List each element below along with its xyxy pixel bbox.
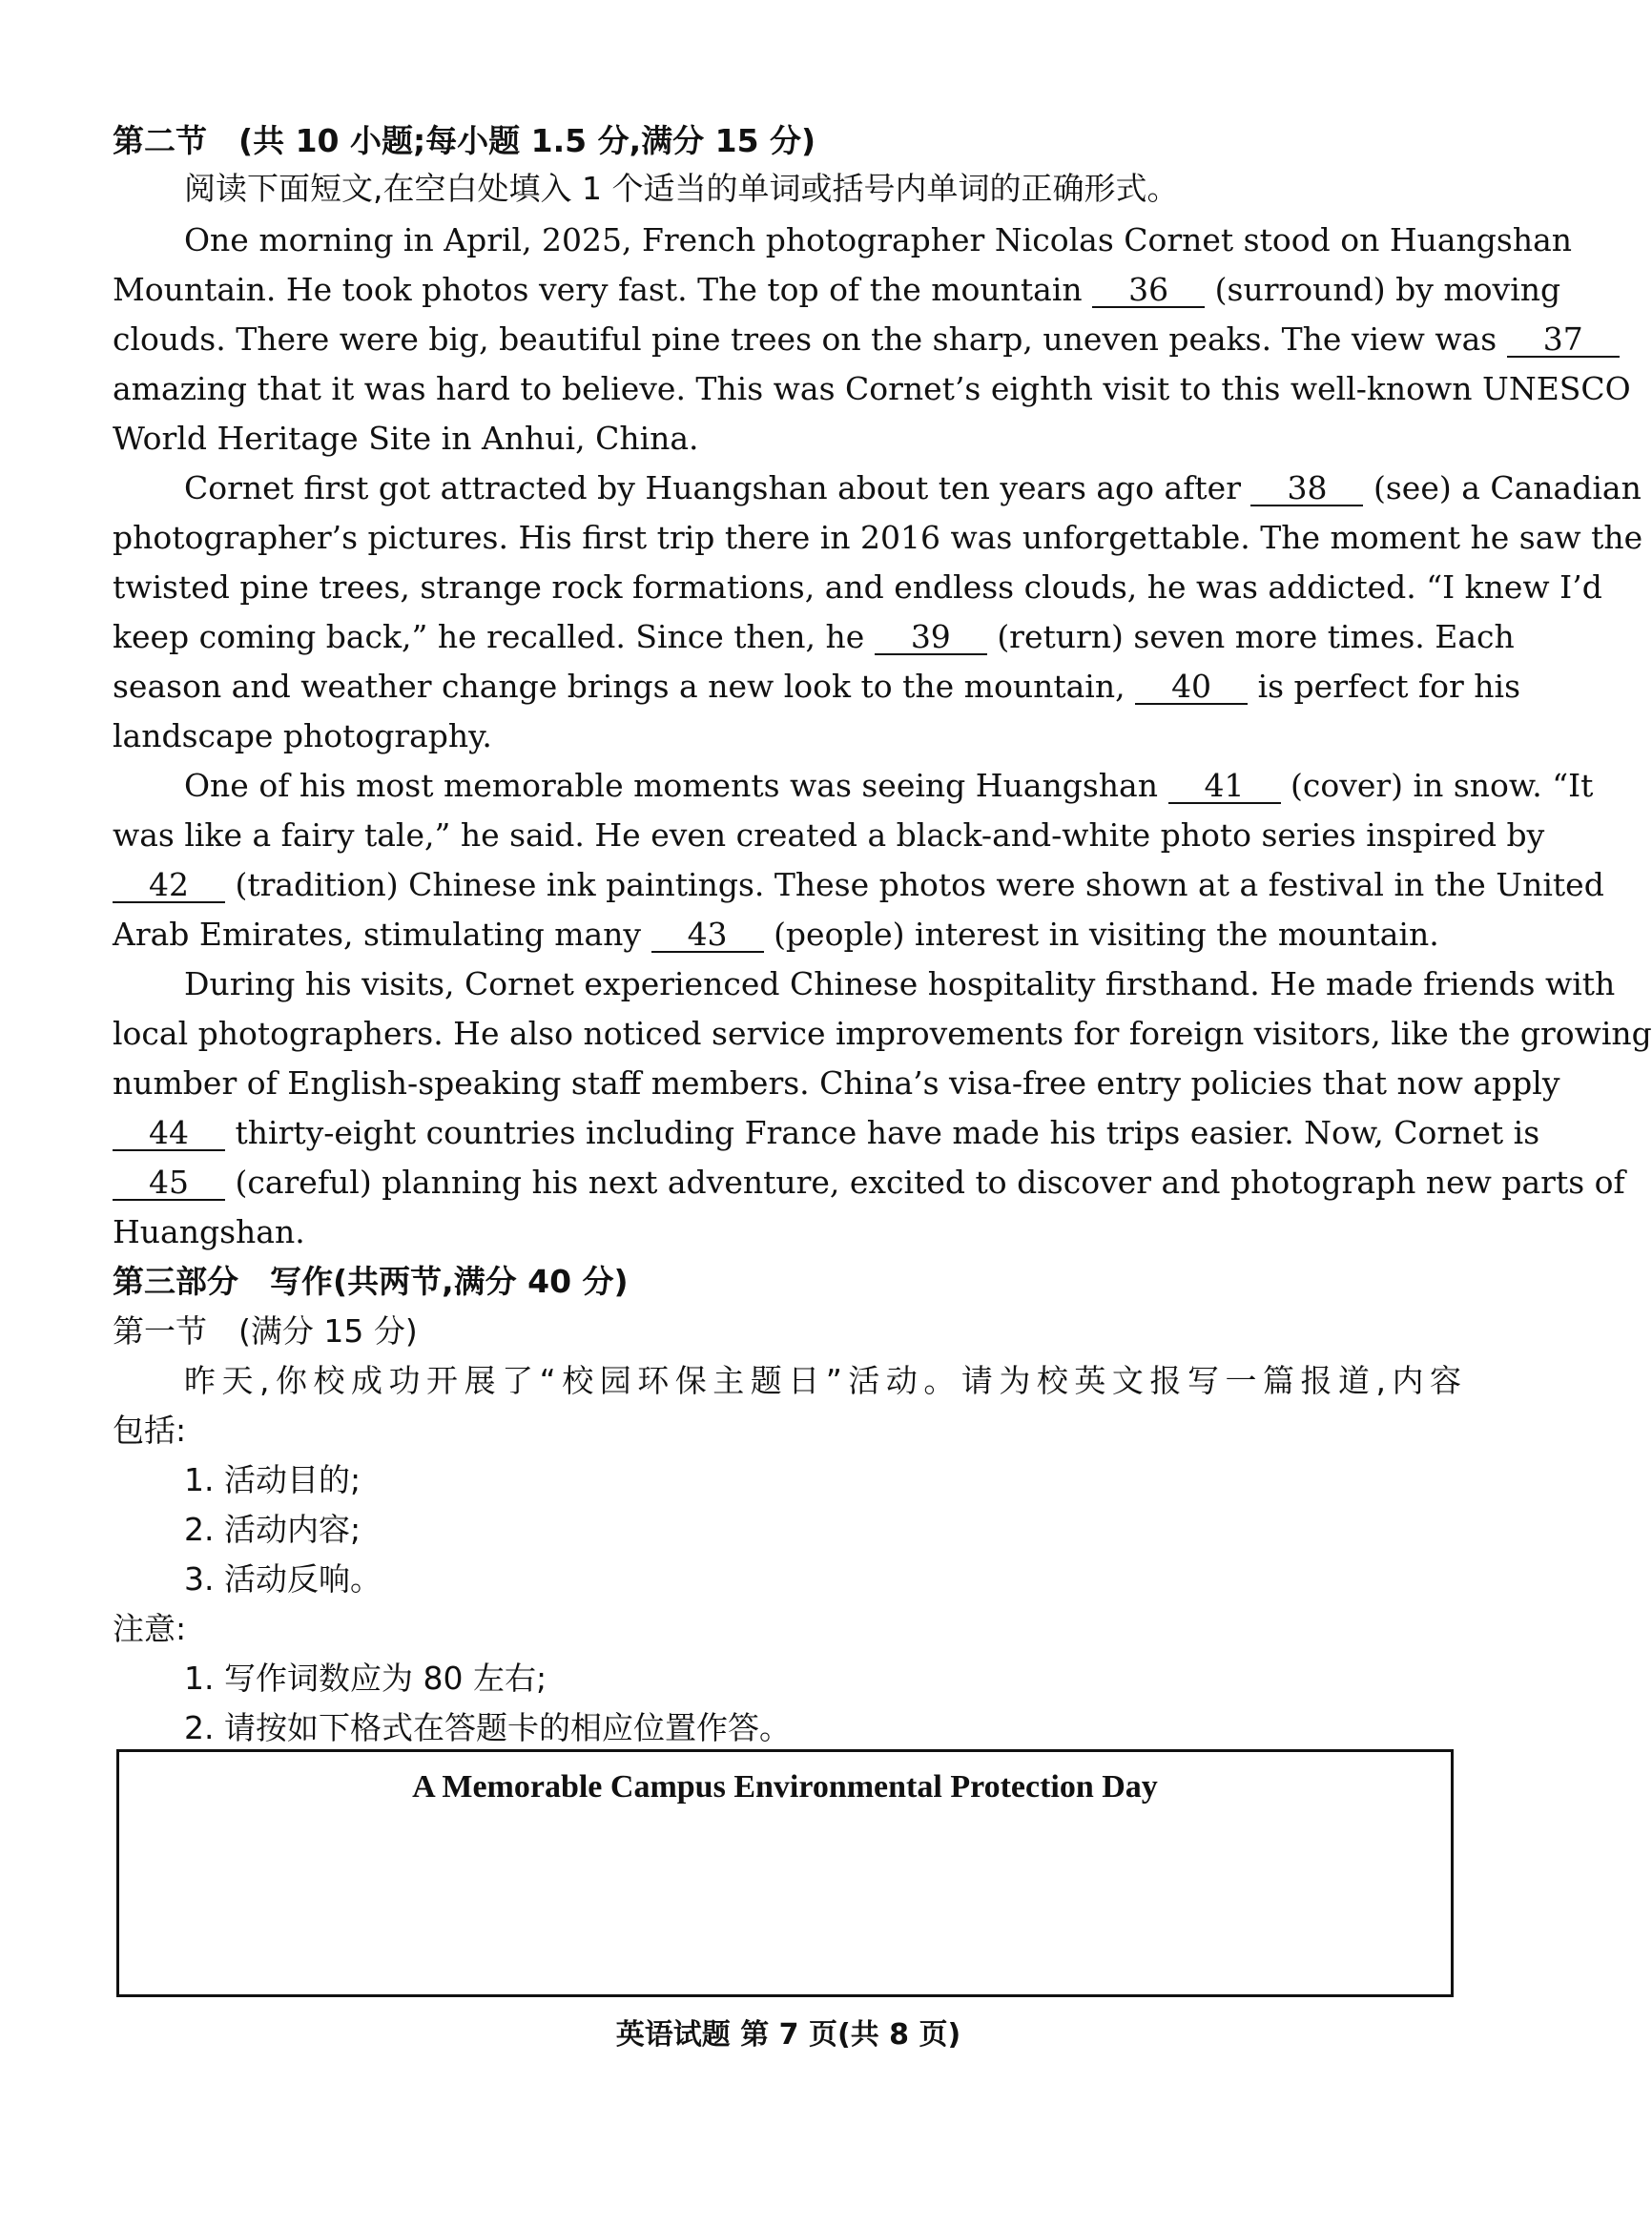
passage-line: Arab Emirates, stimulating many 43 (people) interest in visiting the mountain. <box>113 916 1439 953</box>
passage-line: season and weather change brings a new look to the mountain, 40 is perfect for his <box>113 668 1521 705</box>
passage-line: amazing that it was hard to believe. This was Cornet’s eighth visit to this well-known UNESCO <box>113 370 1631 407</box>
task-item: 2. 活动内容; <box>184 1511 361 1548</box>
blank-42: 42 <box>113 869 225 903</box>
passage-line: Cornet first got attracted by Huangshan about ten years ago after 38 (see) a Canadian <box>184 469 1642 506</box>
passage-line: One of his most memorable moments was seeing Huangshan 41 (cover) in snow. “It <box>184 767 1594 804</box>
writing-task: 昨天,你校成功开展了“校园环保主题日”活动。请为校英文报写一篇报道,内容 <box>184 1362 1461 1399</box>
passage-line: landscape photography. <box>113 717 492 754</box>
blank-40: 40 <box>1135 670 1248 705</box>
answer-box-title: A Memorable Campus Environmental Protection Day <box>412 1769 1158 1805</box>
passage-line: local photographers. He also noticed service improvements for foreign visitors, like the growing <box>113 1015 1652 1052</box>
passage-line: twisted pine trees, strange rock formations, and endless clouds, he was addicted. “I knew I’d <box>113 568 1602 606</box>
note-item: 1. 写作词数应为 80 左右; <box>184 1660 547 1697</box>
section2-instruction: 阅读下面短文,在空白处填入 1 个适当的单词或括号内单词的正确形式。 <box>184 170 1179 207</box>
passage-line: World Heritage Site in Anhui, China. <box>113 420 699 457</box>
passage-line: number of English-speaking staff members. China’s visa-free entry policies that now apply <box>113 1064 1560 1102</box>
passage-line: Huangshan. <box>113 1213 305 1250</box>
blank-38: 38 <box>1250 472 1363 506</box>
page-footer: 英语试题 第 7 页(共 8 页) <box>615 2018 961 2052</box>
passage-line: 42 (tradition) Chinese ink paintings. These photos were shown at a festival in the United <box>113 866 1461 904</box>
blank-36: 36 <box>1092 274 1205 308</box>
passage-line: One morning in April, 2025, French photographer Nicolas Cornet stood on Huangshan <box>184 221 1573 258</box>
passage-line: photographer’s pictures. His first trip there in 2016 was unforgettable. The moment he saw the <box>113 519 1643 556</box>
blank-44: 44 <box>113 1117 225 1151</box>
note-item: 2. 请按如下格式在答题卡的相应位置作答。 <box>184 1709 791 1746</box>
blank-37: 37 <box>1507 323 1620 358</box>
passage-line: 44 thirty-eight countries including France have made his trips easier. Now, Cornet is <box>113 1114 1461 1152</box>
section1-heading: 第一节 (满分 15 分) <box>113 1312 418 1350</box>
section2-heading: 第二节 (共 10 小题;每小题 1.5 分,满分 15 分) <box>113 122 816 159</box>
blank-41: 41 <box>1168 770 1281 804</box>
passage-line: During his visits, Cornet experienced Chinese hospitality firsthand. He made friends with <box>184 965 1616 1002</box>
notes-label: 注意: <box>113 1610 187 1647</box>
passage-line: 45 (careful) planning his next adventure, excited to discover and photograph new parts of <box>113 1164 1461 1202</box>
task-item: 1. 活动目的; <box>184 1461 361 1498</box>
writing-task: 包括: <box>113 1412 187 1449</box>
blank-39: 39 <box>875 621 987 655</box>
passage-line: keep coming back,” he recalled. Since then, he 39 (return) seven more times. Each <box>113 618 1515 655</box>
passage-line: Mountain. He took photos very fast. The top of the mountain 36 (surround) by moving <box>113 271 1561 308</box>
passage-line: clouds. There were big, beautiful pine trees on the sharp, uneven peaks. The view was 37 <box>113 320 1461 359</box>
answer-box <box>116 1749 1454 1997</box>
blank-43: 43 <box>651 918 764 953</box>
passage-line: was like a fairy tale,” he said. He even created a black-and-white photo series inspired by <box>113 816 1545 854</box>
part3-heading: 第三部分 写作(共两节,满分 40 分) <box>113 1263 629 1300</box>
task-item: 3. 活动反响。 <box>184 1560 382 1598</box>
blank-45: 45 <box>113 1166 225 1201</box>
